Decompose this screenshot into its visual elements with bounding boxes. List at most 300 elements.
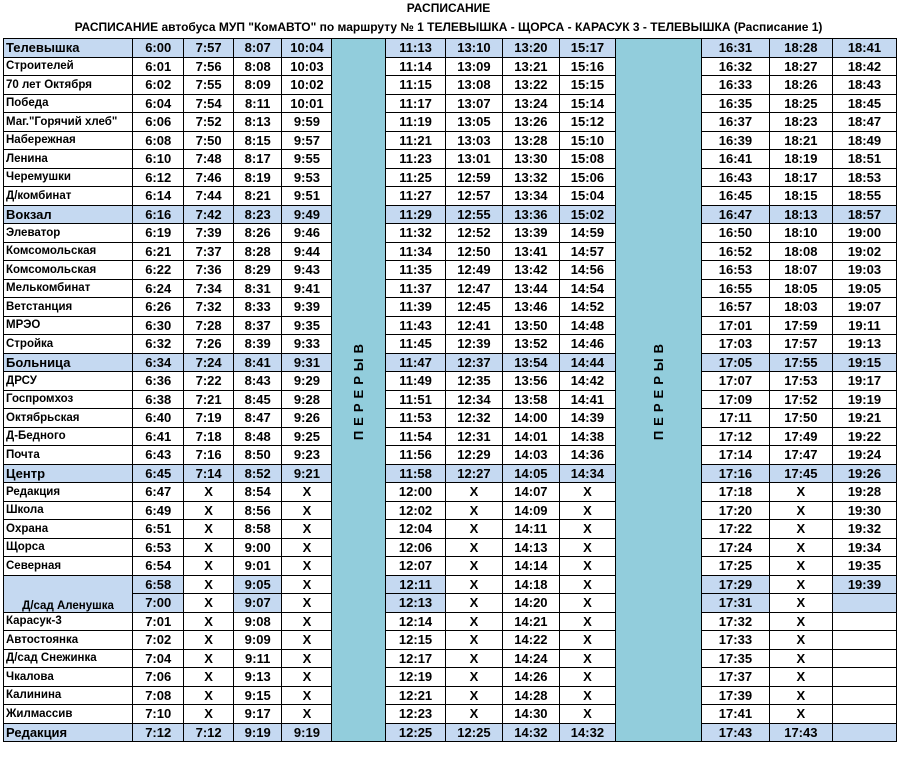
time-cell: 16:43 — [702, 168, 770, 187]
time-cell: 11:45 — [385, 335, 445, 354]
time-cell: 6:34 — [133, 353, 184, 372]
time-cell: 7:28 — [184, 316, 234, 335]
page-subtitle: РАСПИСАНИЕ автобуса МУП "КомАВТО" по маршруту № 1 ТЕЛЕВЫШКА - ЩОРСА - КАРАСУК 3 - ТЕЛЕВЫШКА (Расписание 1) — [74, 20, 823, 34]
time-cell: 15:14 — [560, 94, 616, 113]
time-cell: Х — [184, 538, 234, 557]
table-row — [4, 409, 897, 428]
time-cell: 9:05 — [233, 575, 282, 594]
stop-name: Госпромхоз — [4, 390, 133, 409]
table-row — [4, 316, 897, 335]
time-cell: Х — [184, 501, 234, 520]
time-cell: 9:21 — [282, 464, 332, 483]
time-cell: 18:43 — [832, 76, 896, 95]
stop-name: Автостоянка — [4, 631, 133, 650]
stop-name: Комсомольская — [4, 242, 133, 261]
time-cell: 13:09 — [446, 57, 503, 76]
time-cell: 11:37 — [385, 279, 445, 298]
time-cell: 12:35 — [446, 372, 503, 391]
time-cell: 6:40 — [133, 409, 184, 428]
time-cell: 7:46 — [184, 168, 234, 187]
time-cell: 13:08 — [446, 76, 503, 95]
time-cell: Х — [282, 520, 332, 539]
time-cell: Х — [769, 649, 832, 668]
time-cell: 12:37 — [446, 353, 503, 372]
time-cell: 8:43 — [233, 372, 282, 391]
time-cell: 14:05 — [502, 464, 559, 483]
time-cell: 8:31 — [233, 279, 282, 298]
time-cell: 13:39 — [502, 224, 559, 243]
stop-name: 70 лет Октября — [4, 76, 133, 95]
time-cell: Х — [184, 705, 234, 724]
time-cell: 18:27 — [769, 57, 832, 76]
time-cell: 19:22 — [832, 427, 896, 446]
time-cell: 13:10 — [446, 39, 503, 58]
time-cell: 14:26 — [502, 668, 559, 687]
time-cell: 8:15 — [233, 131, 282, 150]
time-cell: 9:28 — [282, 390, 332, 409]
time-cell: Х — [769, 501, 832, 520]
time-cell: 11:23 — [385, 150, 445, 169]
time-cell: 8:41 — [233, 353, 282, 372]
time-cell: 6:32 — [133, 335, 184, 354]
time-cell: 18:49 — [832, 131, 896, 150]
time-cell: 18:08 — [769, 242, 832, 261]
time-cell: 13:22 — [502, 76, 559, 95]
time-cell: 17:53 — [769, 372, 832, 391]
time-cell: 9:46 — [282, 224, 332, 243]
time-cell: 16:45 — [702, 187, 770, 206]
time-cell: 17:52 — [769, 390, 832, 409]
time-cell: 9:25 — [282, 427, 332, 446]
time-cell: 14:48 — [560, 316, 616, 335]
table-row — [4, 446, 897, 465]
time-cell: 9:55 — [282, 150, 332, 169]
table-row — [4, 723, 897, 742]
time-cell: 8:48 — [233, 427, 282, 446]
time-cell: 9:11 — [233, 649, 282, 668]
time-cell: 9:29 — [282, 372, 332, 391]
time-cell: 14:01 — [502, 427, 559, 446]
time-cell: 13:05 — [446, 113, 503, 132]
time-cell: Х — [446, 483, 503, 502]
time-cell: 17:50 — [769, 409, 832, 428]
time-cell: 16:47 — [702, 205, 770, 224]
time-cell: 9:39 — [282, 298, 332, 317]
table-row — [4, 557, 897, 576]
time-cell: 12:32 — [446, 409, 503, 428]
time-cell: 7:52 — [184, 113, 234, 132]
time-cell: 7:48 — [184, 150, 234, 169]
time-cell: 9:26 — [282, 409, 332, 428]
time-cell: 15:02 — [560, 205, 616, 224]
time-cell: 17:24 — [702, 538, 770, 557]
time-cell: 10:02 — [282, 76, 332, 95]
stop-name: Карасук-3 — [4, 612, 133, 631]
time-cell: 7:18 — [184, 427, 234, 446]
time-cell: 16:32 — [702, 57, 770, 76]
time-cell: 6:43 — [133, 446, 184, 465]
time-cell: 8:37 — [233, 316, 282, 335]
time-cell: 13:42 — [502, 261, 559, 280]
time-cell: 6:08 — [133, 131, 184, 150]
time-cell: Х — [282, 686, 332, 705]
time-cell: 17:39 — [702, 686, 770, 705]
time-cell: 16:37 — [702, 113, 770, 132]
time-cell: 7:08 — [133, 686, 184, 705]
time-cell: 16:50 — [702, 224, 770, 243]
table-row — [4, 298, 897, 317]
time-cell: 18:47 — [832, 113, 896, 132]
time-cell: 14:28 — [502, 686, 559, 705]
time-cell: 13:03 — [446, 131, 503, 150]
time-cell: Х — [560, 686, 616, 705]
time-cell: 12:13 — [385, 594, 445, 613]
time-cell: 7:26 — [184, 335, 234, 354]
time-cell: 7:06 — [133, 668, 184, 687]
time-cell: 8:26 — [233, 224, 282, 243]
time-cell: 13:56 — [502, 372, 559, 391]
time-cell: 13:36 — [502, 205, 559, 224]
time-cell: 17:09 — [702, 390, 770, 409]
time-cell: 17:33 — [702, 631, 770, 650]
time-cell: 9:44 — [282, 242, 332, 261]
time-cell: 11:25 — [385, 168, 445, 187]
time-cell: 18:53 — [832, 168, 896, 187]
time-cell: 6:53 — [133, 538, 184, 557]
time-cell: 19:11 — [832, 316, 896, 335]
time-cell: 19:05 — [832, 279, 896, 298]
time-cell: Х — [769, 483, 832, 502]
table-row — [4, 131, 897, 150]
table-row — [4, 686, 897, 705]
time-cell: 14:39 — [560, 409, 616, 428]
time-cell: 6:47 — [133, 483, 184, 502]
time-cell: 9:09 — [233, 631, 282, 650]
time-cell: 18:42 — [832, 57, 896, 76]
time-cell: 8:19 — [233, 168, 282, 187]
stop-name: Стройка — [4, 335, 133, 354]
time-cell: 15:04 — [560, 187, 616, 206]
time-cell: 8:17 — [233, 150, 282, 169]
table-row — [4, 705, 897, 724]
table-row — [4, 353, 897, 372]
time-cell: 19:21 — [832, 409, 896, 428]
time-cell: 18:28 — [769, 39, 832, 58]
time-cell: Х — [446, 612, 503, 631]
time-cell: 14:54 — [560, 279, 616, 298]
time-cell: 11:15 — [385, 76, 445, 95]
time-cell: 18:05 — [769, 279, 832, 298]
time-cell: 6:58 — [133, 575, 184, 594]
time-cell: 14:57 — [560, 242, 616, 261]
time-cell: 15:16 — [560, 57, 616, 76]
time-cell: Х — [560, 538, 616, 557]
time-cell: 16:31 — [702, 39, 770, 58]
time-cell: 17:59 — [769, 316, 832, 335]
stop-name: Ленина — [4, 150, 133, 169]
time-cell: 16:35 — [702, 94, 770, 113]
stop-name: Центр — [4, 464, 133, 483]
time-cell: 7:16 — [184, 446, 234, 465]
time-cell: Х — [446, 686, 503, 705]
time-cell: 7:36 — [184, 261, 234, 280]
time-cell: Х — [446, 557, 503, 576]
time-cell: Х — [184, 520, 234, 539]
stop-name: Больница — [4, 353, 133, 372]
stop-name: Комсомольская — [4, 261, 133, 280]
time-cell: 7:10 — [133, 705, 184, 724]
table-row — [4, 501, 897, 520]
time-cell: 12:17 — [385, 649, 445, 668]
time-cell: 13:54 — [502, 353, 559, 372]
time-cell: Х — [282, 557, 332, 576]
time-cell: Х — [769, 686, 832, 705]
stop-name: Д/сад Аленушка — [4, 575, 133, 612]
time-cell: 7:14 — [184, 464, 234, 483]
time-cell: 9:41 — [282, 279, 332, 298]
time-cell: 7:24 — [184, 353, 234, 372]
time-cell: 14:03 — [502, 446, 559, 465]
time-cell: 19:28 — [832, 483, 896, 502]
time-cell: 11:35 — [385, 261, 445, 280]
time-cell: 7:00 — [133, 594, 184, 613]
time-cell: Х — [769, 705, 832, 724]
time-cell: 11:32 — [385, 224, 445, 243]
time-cell: 17:43 — [769, 723, 832, 742]
time-cell: 11:51 — [385, 390, 445, 409]
time-cell: Х — [446, 649, 503, 668]
time-cell: 17:31 — [702, 594, 770, 613]
stop-name: ДРСУ — [4, 372, 133, 391]
time-cell: Х — [446, 668, 503, 687]
time-cell: Х — [560, 612, 616, 631]
time-cell: 11:14 — [385, 57, 445, 76]
time-cell: Х — [184, 575, 234, 594]
time-cell: 6:38 — [133, 390, 184, 409]
time-cell: 11:49 — [385, 372, 445, 391]
time-cell: 17:32 — [702, 612, 770, 631]
time-cell: 13:21 — [502, 57, 559, 76]
time-cell: Х — [769, 594, 832, 613]
time-cell: 12:45 — [446, 298, 503, 317]
table-row — [4, 483, 897, 502]
time-cell: 18:26 — [769, 76, 832, 95]
table-row — [4, 612, 897, 631]
time-cell: 17:01 — [702, 316, 770, 335]
table-row — [4, 261, 897, 280]
time-cell: Х — [446, 594, 503, 613]
time-cell: 14:22 — [502, 631, 559, 650]
time-cell: 14:34 — [560, 464, 616, 483]
time-cell: 17:35 — [702, 649, 770, 668]
time-cell: Х — [769, 612, 832, 631]
time-cell: 19:15 — [832, 353, 896, 372]
time-cell: Х — [446, 705, 503, 724]
time-cell: 13:28 — [502, 131, 559, 150]
time-cell: 6:51 — [133, 520, 184, 539]
time-cell: Х — [446, 538, 503, 557]
stop-name: Элеватор — [4, 224, 133, 243]
time-cell: 12:11 — [385, 575, 445, 594]
table-row — [4, 649, 897, 668]
time-cell: 11:21 — [385, 131, 445, 150]
time-cell: 13:34 — [502, 187, 559, 206]
time-cell: 6:19 — [133, 224, 184, 243]
time-cell: 9:15 — [233, 686, 282, 705]
stop-name: Маг."Горячий хлеб" — [4, 113, 133, 132]
time-cell: 12:23 — [385, 705, 445, 724]
time-cell: 8:33 — [233, 298, 282, 317]
time-cell: 12:34 — [446, 390, 503, 409]
time-cell: 18:17 — [769, 168, 832, 187]
time-cell: 16:57 — [702, 298, 770, 317]
time-cell: 8:13 — [233, 113, 282, 132]
time-cell: 11:29 — [385, 205, 445, 224]
time-cell: 14:24 — [502, 649, 559, 668]
table-row — [4, 464, 897, 483]
time-cell — [832, 668, 896, 687]
table-row — [4, 205, 897, 224]
time-cell: 17:43 — [702, 723, 770, 742]
time-cell: 18:21 — [769, 131, 832, 150]
time-cell: Х — [446, 575, 503, 594]
time-cell: 17:16 — [702, 464, 770, 483]
time-cell: 9:19 — [233, 723, 282, 742]
time-cell: 11:53 — [385, 409, 445, 428]
time-cell: 10:04 — [282, 39, 332, 58]
time-cell: 12:06 — [385, 538, 445, 557]
time-cell: 9:51 — [282, 187, 332, 206]
time-cell: 17:47 — [769, 446, 832, 465]
time-cell: 12:31 — [446, 427, 503, 446]
time-cell: 17:49 — [769, 427, 832, 446]
time-cell: 14:13 — [502, 538, 559, 557]
time-cell: 17:18 — [702, 483, 770, 502]
time-cell: 7:32 — [184, 298, 234, 317]
time-cell: Х — [560, 520, 616, 539]
time-cell: 14:59 — [560, 224, 616, 243]
table-row — [4, 668, 897, 687]
time-cell: 7:12 — [133, 723, 184, 742]
time-cell: 14:14 — [502, 557, 559, 576]
break-label: ПЕРЕРЫВ — [351, 339, 367, 441]
time-cell: 17:20 — [702, 501, 770, 520]
time-cell: 12:27 — [446, 464, 503, 483]
page-title: РАСПИСАНИЕ — [406, 1, 491, 15]
time-cell: 8:47 — [233, 409, 282, 428]
time-cell: 14:46 — [560, 335, 616, 354]
time-cell: Х — [282, 501, 332, 520]
time-cell: 14:52 — [560, 298, 616, 317]
time-cell: 7:37 — [184, 242, 234, 261]
time-cell: 14:07 — [502, 483, 559, 502]
time-cell: 16:39 — [702, 131, 770, 150]
time-cell: 12:39 — [446, 335, 503, 354]
time-cell: 17:14 — [702, 446, 770, 465]
table-row — [4, 372, 897, 391]
time-cell: 10:01 — [282, 94, 332, 113]
time-cell: 15:08 — [560, 150, 616, 169]
time-cell: 18:15 — [769, 187, 832, 206]
time-cell: 13:44 — [502, 279, 559, 298]
table-row — [4, 538, 897, 557]
time-cell: 9:57 — [282, 131, 332, 150]
time-cell: 8:39 — [233, 335, 282, 354]
time-cell: 7:44 — [184, 187, 234, 206]
time-cell: 11:13 — [385, 39, 445, 58]
time-cell: 11:17 — [385, 94, 445, 113]
time-cell: 11:19 — [385, 113, 445, 132]
time-cell: 6:16 — [133, 205, 184, 224]
time-cell: Х — [184, 557, 234, 576]
time-cell: 17:45 — [769, 464, 832, 483]
time-cell: 18:51 — [832, 150, 896, 169]
time-cell: 12:02 — [385, 501, 445, 520]
time-cell: 17:22 — [702, 520, 770, 539]
stop-name: МРЭО — [4, 316, 133, 335]
time-cell: 17:55 — [769, 353, 832, 372]
time-cell: 13:24 — [502, 94, 559, 113]
time-cell: 17:29 — [702, 575, 770, 594]
time-cell: Х — [560, 557, 616, 576]
time-cell: 19:39 — [832, 575, 896, 594]
time-cell: 8:07 — [233, 39, 282, 58]
time-cell: 12:59 — [446, 168, 503, 187]
time-cell: 9:17 — [233, 705, 282, 724]
table-row — [4, 594, 897, 613]
time-cell: 17:41 — [702, 705, 770, 724]
time-cell: 15:10 — [560, 131, 616, 150]
time-cell — [832, 686, 896, 705]
time-cell: 6:45 — [133, 464, 184, 483]
stop-name: Щорса — [4, 538, 133, 557]
time-cell: 6:21 — [133, 242, 184, 261]
time-cell: Х — [560, 668, 616, 687]
time-cell: 6:54 — [133, 557, 184, 576]
time-cell: 18:57 — [832, 205, 896, 224]
time-cell: 12:29 — [446, 446, 503, 465]
time-cell: 9:01 — [233, 557, 282, 576]
time-cell: 19:03 — [832, 261, 896, 280]
time-cell: Х — [769, 557, 832, 576]
time-cell: 6:14 — [133, 187, 184, 206]
time-cell: 8:45 — [233, 390, 282, 409]
time-cell: 18:03 — [769, 298, 832, 317]
time-cell: 11:43 — [385, 316, 445, 335]
time-cell: 11:47 — [385, 353, 445, 372]
stop-name: Почта — [4, 446, 133, 465]
time-cell: 14:36 — [560, 446, 616, 465]
time-cell: 14:44 — [560, 353, 616, 372]
time-cell: 13:50 — [502, 316, 559, 335]
time-cell: Х — [282, 649, 332, 668]
time-cell: 12:21 — [385, 686, 445, 705]
time-cell: 6:10 — [133, 150, 184, 169]
time-cell: 15:06 — [560, 168, 616, 187]
time-cell: 16:55 — [702, 279, 770, 298]
time-cell: 13:32 — [502, 168, 559, 187]
table-row — [4, 113, 897, 132]
time-cell: 17:12 — [702, 427, 770, 446]
time-cell: 10:03 — [282, 57, 332, 76]
time-cell: Х — [560, 575, 616, 594]
time-cell: 12:19 — [385, 668, 445, 687]
time-cell: 12:15 — [385, 631, 445, 650]
time-cell: 8:56 — [233, 501, 282, 520]
time-cell: 19:26 — [832, 464, 896, 483]
time-cell: 9:33 — [282, 335, 332, 354]
time-cell: 12:55 — [446, 205, 503, 224]
